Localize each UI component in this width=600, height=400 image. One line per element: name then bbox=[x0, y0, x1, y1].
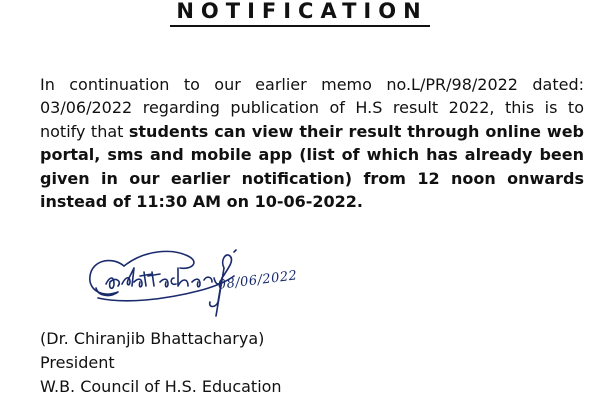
signatory-block bbox=[40, 327, 282, 399]
signatory-name: (Dr. Chiranjib Bhattacharya) bbox=[40, 329, 265, 348]
signature-ink bbox=[84, 246, 344, 318]
signatory-title: President bbox=[40, 353, 115, 372]
memo-paragraph bbox=[40, 73, 584, 213]
handwritten-signature bbox=[84, 246, 344, 318]
signature-date: 08/06/2022 bbox=[217, 268, 299, 293]
signatory-organization: W.B. Council of H.S. Education bbox=[40, 377, 282, 396]
memo-bold-text: students can view their result through online web portal, sms and mobile app (list of which has already been given in our earlier notification) from 12 noon onwards instead of 11:30 AM on 10-06-2022. bbox=[40, 121, 584, 212]
notification-heading bbox=[0, 0, 600, 27]
memo-plain-text: In continuation to our earlier memo no.L/PR/98/2022 dated: 03/06/2022 regarding publication of H.S result 2022, this is to notify that bbox=[40, 75, 584, 141]
notification-heading-text: NOTIFICATION bbox=[170, 0, 429, 27]
